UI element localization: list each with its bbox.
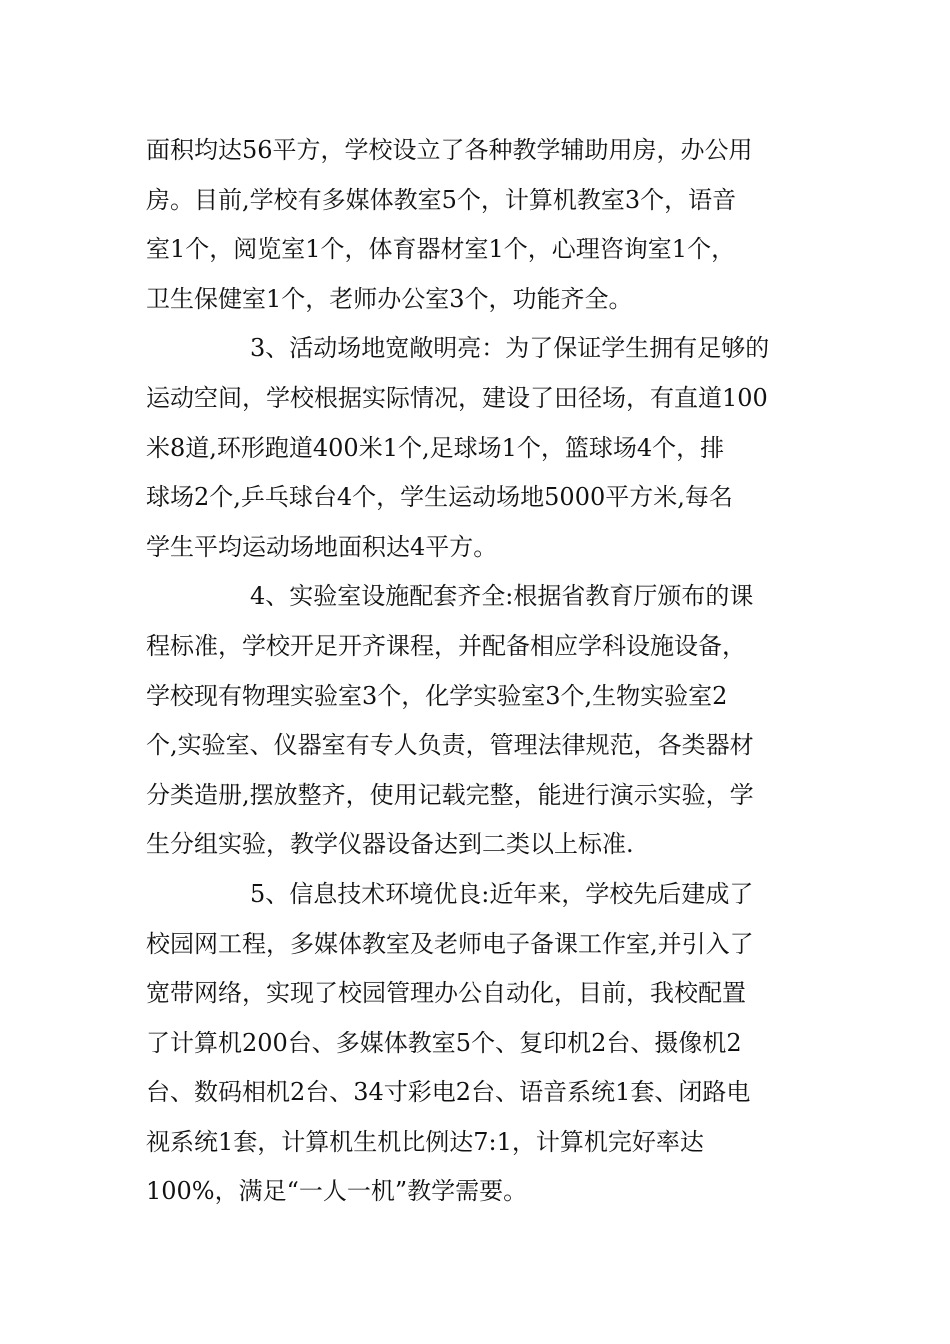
line-text: 面积均达56平方，学校设立了各种教学辅助用房，办公用 (146, 136, 753, 164)
line-text: 室1个，阅览室1个，体育器材室1个，心理咨询室1个， (146, 235, 736, 264)
line-text: 了计算机200台、多媒体教室5个、复印机2台、摄像机2 (146, 1028, 742, 1057)
line-text: 校园网工程，多媒体教室及老师电子备课工作室,并引入了 (146, 929, 754, 958)
line-text: 房。目前,学校有多媒体教室5个，计算机教室3个，语音 (146, 185, 737, 214)
text-line (146, 572, 811, 622)
line-text: 3、活动场地宽敞明亮：为了保证学生拥有足够的 (250, 334, 770, 363)
text-line (146, 920, 811, 970)
text-line (146, 473, 811, 523)
text-line (146, 771, 811, 821)
text-line (146, 870, 811, 920)
line-text: 分类造册,摆放整齐，使用记载完整，能进行演示实验，学 (146, 780, 754, 809)
line-text: 运动空间，学校根据实际情况，建设了田径场，有直道100 (146, 383, 768, 412)
line-text: 视系统1套，计算机生机比例达7:1，计算机完好率达 (146, 1127, 704, 1156)
line-text: 学生平均运动场地面积达4平方。 (146, 532, 498, 561)
line-text: 程标准，学校开足开齐课程，并配备相应学科设施设备， (146, 631, 746, 660)
text-line (146, 1068, 811, 1118)
text-line (146, 126, 811, 176)
line-text: 生分组实验，教学仪器设备达到二类以上标准. (146, 830, 634, 859)
text-line (146, 374, 811, 424)
line-text: 球场2个,乒乓球台4个，学生运动场地5000平方米,每名 (146, 483, 733, 512)
text-line (146, 225, 811, 275)
text-line (146, 523, 811, 573)
line-text: 4、实验室设施配套齐全:根据省教育厅颁布的课 (250, 582, 754, 611)
line-text: 宽带网络，实现了校园管理办公自动化，目前，我校配置 (146, 979, 746, 1008)
line-text: 卫生保健室1个，老师办公室3个，功能齐全。 (146, 284, 633, 313)
body-text (146, 126, 811, 1217)
line-text: 5、信息技术环境优良:近年来，学校先后建成了 (250, 879, 754, 908)
text-line (146, 820, 811, 870)
text-line (146, 176, 811, 226)
text-line (146, 424, 811, 474)
text-line (146, 622, 811, 672)
line-text: 学校现有物理实验室3个，化学实验室3个,生物实验室2 (146, 681, 728, 710)
text-line (146, 1167, 811, 1217)
text-line (146, 969, 811, 1019)
text-line (146, 721, 811, 771)
text-line (146, 1019, 811, 1069)
text-line (146, 275, 811, 325)
text-line (146, 672, 811, 722)
text-line (146, 1118, 811, 1168)
line-text: 米8道,环形跑道400米1个,足球场1个，篮球场4个，排 (146, 433, 725, 462)
line-text: 台、数码相机2台、34寸彩电2台、语音系统1套、闭路电 (146, 1078, 751, 1107)
line-text: 个,实验室、仪器室有专人负责，管理法律规范，各类器材 (146, 731, 754, 760)
line-text: 100%，满足“一人一机”教学需要。 (146, 1177, 528, 1206)
text-line (146, 324, 811, 374)
